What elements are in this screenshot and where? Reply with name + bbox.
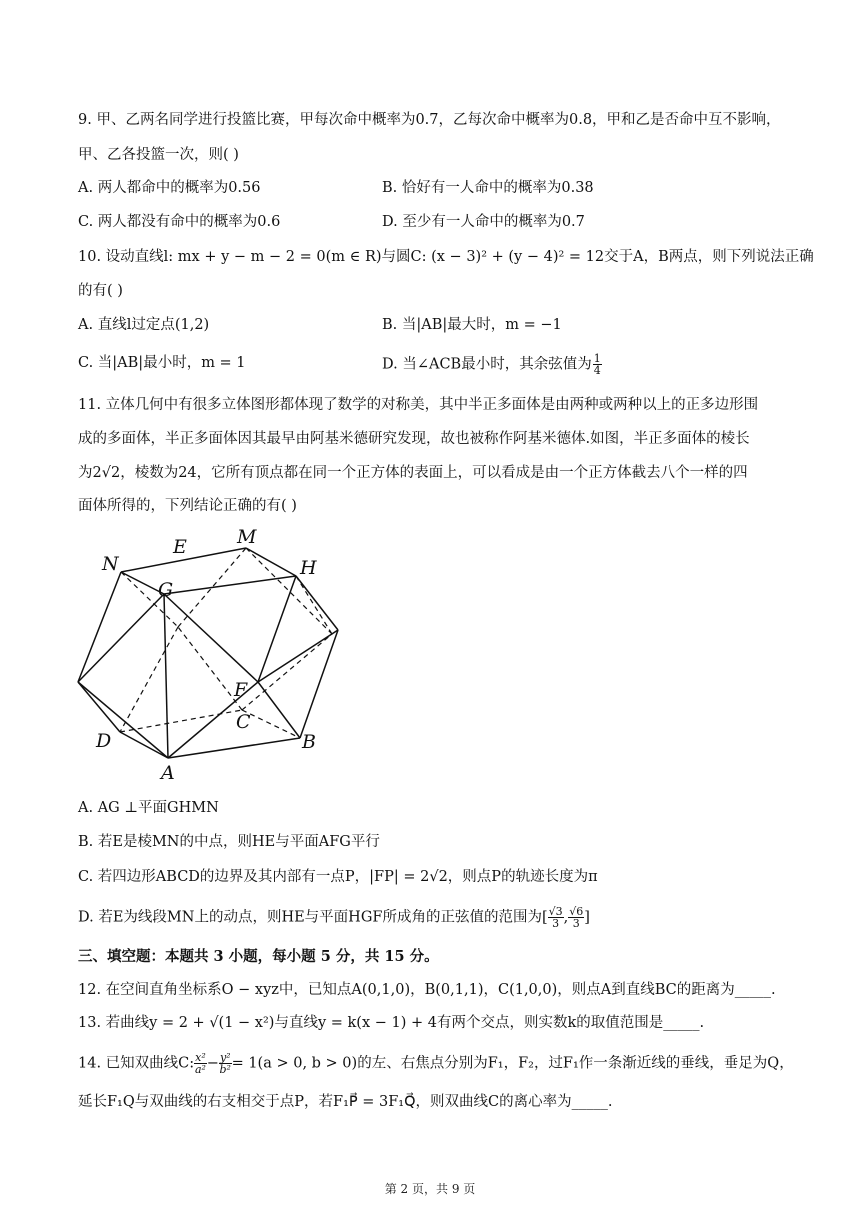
label-b: B <box>302 731 316 753</box>
q9-stem-line1: 9. 甲、乙两名同学进行投篮比赛，甲每次命中概率为0.7，乙每次命中概率为0.8，甲和乙是否命中互不影响， <box>78 112 781 128</box>
q14-fraction-y <box>219 1052 232 1075</box>
q11-stem-line3: 为2√2，棱数为24，它所有顶点都在同一个正方体的表面上，可以看成是由一个正方体截去八个一样的四 <box>78 465 748 481</box>
q10-stem-line1: 10. 设动直线l: mx + y − m − 2 = 0(m ∈ R)与圆C: (x − 3)² + (y − 4)² = 12交于A，B两点，则下列说法正确 <box>78 249 814 265</box>
label-m: M <box>237 526 257 548</box>
page-footer: 第 2 页，共 9 页 <box>384 1182 476 1196</box>
polyhedron-figure <box>70 522 360 787</box>
q13-text: 13. 若曲线y = 2 + √(1 − x²)与直线y = k(x − 1) + 4有两个交点，则实数k的取值范围是_____. <box>78 1015 705 1031</box>
q14-line1 <box>78 1052 794 1075</box>
q10-option-d-text: D. 当∠ACB最小时，其余弦值为 <box>382 356 592 373</box>
fraction-denominator: 3 <box>552 917 560 930</box>
q10-option-d-fraction <box>593 353 602 376</box>
q11-stem-line4: 面体所得的，下列结论正确的有( ) <box>78 498 297 514</box>
q9-option-c: C. 两人都没有命中的概率为0.6 <box>78 214 281 230</box>
label-d: D <box>96 730 112 752</box>
label-f: F <box>234 679 248 701</box>
q14-line2: 延长F₁Q与双曲线的右支相交于点P，若F₁P⃗ = 3F₁Q⃗，则双曲线C的离心率为_____. <box>78 1094 613 1110</box>
q11-option-d-fraction1 <box>548 906 564 929</box>
q11-option-d-fraction2 <box>568 906 584 929</box>
q14-suffix: = 1(a > 0, b > 0)的左、右焦点分别为F₁，F₂，过F₁作一条渐近线的垂线，垂足为Q， <box>231 1055 794 1072</box>
q9-option-d: D. 至少有一人命中的概率为0.7 <box>382 214 585 230</box>
bracket-close: ] <box>584 909 590 926</box>
label-g: G <box>158 579 174 601</box>
q11-stem-line2: 成的多面体，半正多面体因其最早由阿基米德研究发现，故也被称作阿基米德体.如图，半正多面体的棱长 <box>78 431 750 447</box>
q9-option-b: B. 恰好有一人命中的概率为0.38 <box>382 180 594 196</box>
fraction-numerator: √3 <box>548 905 563 918</box>
fraction-denominator: b² <box>219 1063 231 1076</box>
fraction-numerator: y² <box>219 1051 231 1064</box>
q11-option-d <box>78 906 590 929</box>
label-c: C <box>236 711 251 733</box>
minus-sign: − <box>206 1055 219 1072</box>
fraction-numerator: √6 <box>569 905 584 918</box>
fraction-numerator: x² <box>195 1051 206 1064</box>
q11-option-c: C. 若四边形ABCD的边界及其内部有一点P，|FP| = 2√2，则点P的轨迹长度为π <box>78 869 598 885</box>
fraction-denominator: 3 <box>572 917 580 930</box>
fraction-denominator: a² <box>194 1063 206 1076</box>
q14-fraction-x <box>194 1052 207 1075</box>
q9-stem-line2: 甲、乙各投篮一次，则( ) <box>78 147 239 163</box>
label-n: N <box>102 553 119 575</box>
q10-option-b: B. 当|AB|最大时，m = −1 <box>382 317 562 333</box>
fraction-numerator: 1 <box>593 352 601 365</box>
q12-text: 12. 在空间直角坐标系O − xyz中，已知点A(0,1,0)，B(0,1,1)，C(1,0,0)，则点A到直线BC的距离为_____. <box>78 982 776 998</box>
q10-option-a: A. 直线l过定点(1,2) <box>78 317 210 333</box>
label-e: E <box>173 536 187 558</box>
q10-option-d <box>382 353 602 376</box>
q11-option-b: B. 若E是棱MN的中点，则HE与平面AFG平行 <box>78 834 380 850</box>
q14-prefix: 14. 已知双曲线C: <box>78 1055 195 1072</box>
fraction-denominator: 4 <box>593 364 601 377</box>
q11-option-a: A. AG ⊥平面GHMN <box>78 800 219 816</box>
label-a: A <box>161 762 175 784</box>
q10-option-c: C. 当|AB|最小时，m = 1 <box>78 355 246 371</box>
section-title: 三、填空题：本题共 3 小题，每小题 5 分，共 15 分。 <box>78 948 439 965</box>
q10-stem-line2: 的有( ) <box>78 283 123 299</box>
fraction-separator: , <box>563 909 569 926</box>
label-h: H <box>300 557 317 579</box>
q11-option-d-text: D. 若E为线段MN上的动点，则HE与平面HGF所成角的正弦值的范围为[ <box>78 909 548 926</box>
q9-option-a: A. 两人都命中的概率为0.56 <box>78 180 261 196</box>
q11-stem-line1: 11. 立体几何中有很多立体图形都体现了数学的对称美，其中半正多面体是由两种或两种以上的正多边形围 <box>78 397 759 413</box>
